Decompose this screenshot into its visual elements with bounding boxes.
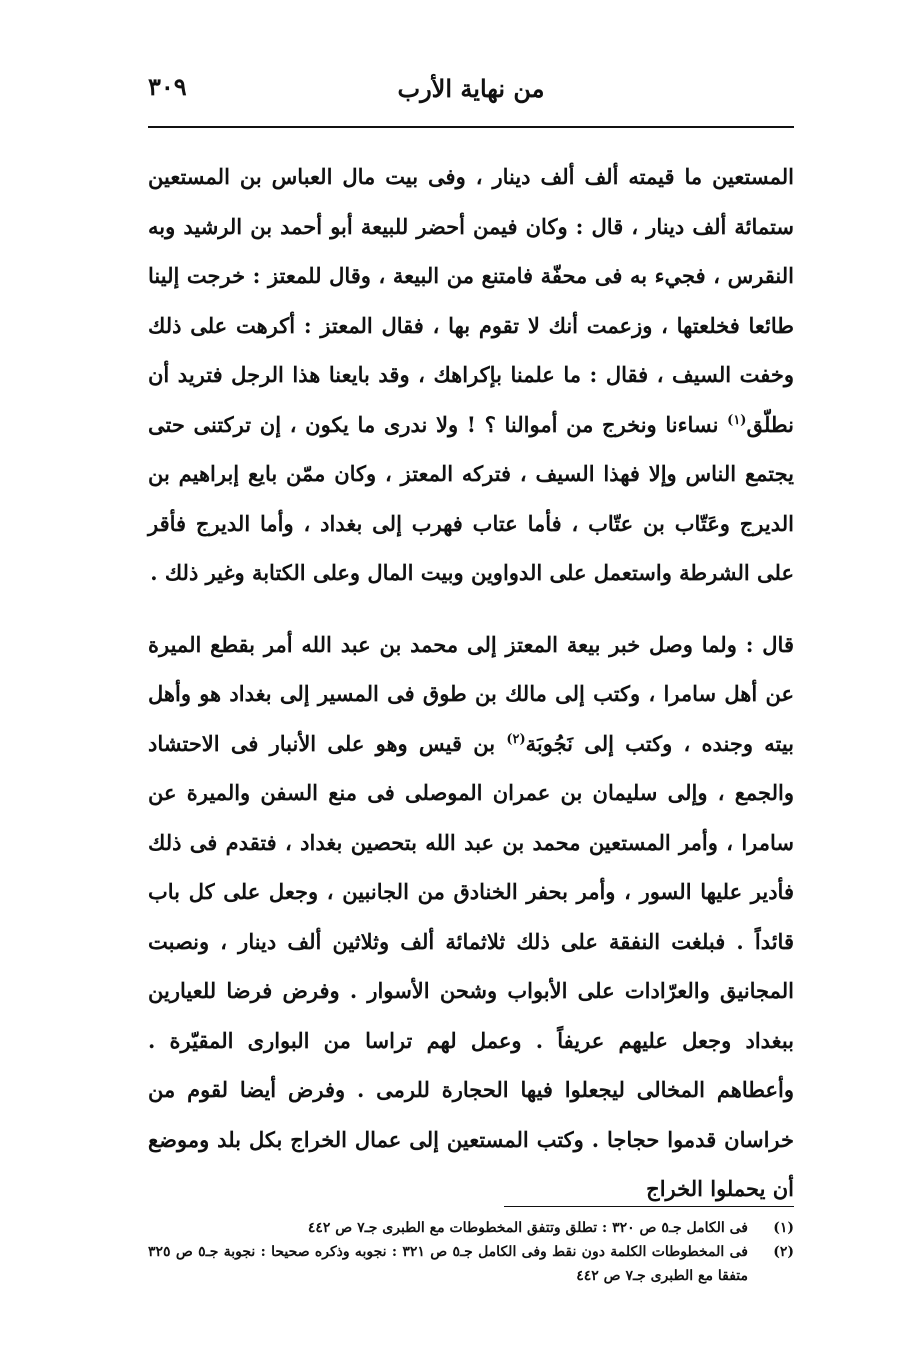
- page-number: ٣٠٩: [148, 72, 187, 101]
- paragraph-2: [148, 620, 794, 1214]
- footnote-1: [148, 1216, 794, 1240]
- paragraph-1-text-start: المستعين ما قيمته ألف ألف دينار ، وفى بيت مال العباس بن المستعين ستمائة ألف دينار ، قال : وكان فيمن أحضر للبيعة أبو أحمد بن الرشيد وبه النقرس ، فجيء به فى محفّة فامتنع من البيعة ، وقال للمعتز : خرجت إلينا طائعا فخلعتها ، وزعمت أنك لا تقوم بها ، فقال المعتز : أكرهت على ذلك وخفت السيف ، فقال : ما علمنا بإكراهك ، وقد بايعنا هذا الرجل فتريد أن نطلّق: [148, 164, 794, 437]
- paragraph-2-text-end: بن قيس وهو على الأنبار فى الاحتشاد والجمع ، وإلى سليمان بن عمران الموصلى فى منع السفن والميرة عن سامرا ، وأمر المستعين محمد بن عبد الله بتحصين بغداد ، فتقدم فى ذلك فأدير عليها السور ، وأمر بحفر الخنادق من الجانبين ، وجعل على كل باب قائداً . فبلغت النفقة على ذلك ثلاثمائة ألف وثلاثين ألف دينار ، ونصبت المجانيق والعرّادات على الأبواب وشحن الأسوار . وفرض فرضا للعيارين ببغداد وجعل عليهم عريفاً . وعمل لهم تراسا من البوارى المقيّرة . وأعطاهم المخالى ليجعلوا فيها الحجارة للرمى . وفرض أيضا لقوم من خراسان قدموا حجاجا . وكتب المستعين إلى عمال الخراج بكل بلد وموضع أن يحملوا الخراج: [148, 730, 794, 1201]
- footnote-ref-2: (٢): [506, 731, 526, 747]
- footnote-2: [148, 1240, 794, 1288]
- body-text: [148, 152, 794, 1214]
- footnote-text-1: فى الكامل جـ٥ ص ٣٢٠ : تطلق وتتفق المخطوطات مع الطبرى جـ٧ ص ٤٤٢: [307, 1220, 748, 1236]
- footnote-marker-2: (٢): [773, 1244, 794, 1260]
- paragraph-1-text-end: نساءنا ونخرج من أموالنا ؟ ! ولا ندرى ما يكون ، إن تركتنى حتى يجتمع الناس وإلا فهذا السيف ، فتركه المعتز ، وكان ممّن بايع إبراهيم بن الديرج وعَتّاب بن عتّاب ، فأما عتاب فهرب إلى بغداد ، وأما الديرج فأقر على الشرطة واستعمل على الدواوين وبيت المال وعلى الكتابة وغير ذلك .: [148, 411, 795, 585]
- running-title: من نهاية الأرب: [397, 74, 545, 103]
- paragraph-2-text-start: قال : ولما وصل خبر بيعة المعتز إلى محمد بن عبد الله أمر بقطع الميرة عن أهل سامرا ، وكتب إلى مالك بن طوق فى المسير إلى بغداد هو وأهل بيته وجنده ، وكتب إلى نَجُوبَة: [148, 631, 794, 756]
- footnote-rule: [504, 1206, 794, 1207]
- paragraph-1: [148, 152, 794, 598]
- footnote-ref-1: (١): [727, 412, 747, 428]
- header-rule: [148, 126, 794, 128]
- footnotes: [148, 1216, 794, 1288]
- footnote-text-2: فى المخطوطات الكلمة دون نقط وفى الكامل جـ٥ ص ٣٢١ : نجوبه وذكره صحيحا : نجوبة جـ٥ ص ٣٢٥ متفقا مع الطبرى جـ٧ ص ٤٤٢: [148, 1244, 748, 1284]
- page-header: [148, 70, 794, 110]
- footnote-marker-1: (١): [773, 1220, 794, 1236]
